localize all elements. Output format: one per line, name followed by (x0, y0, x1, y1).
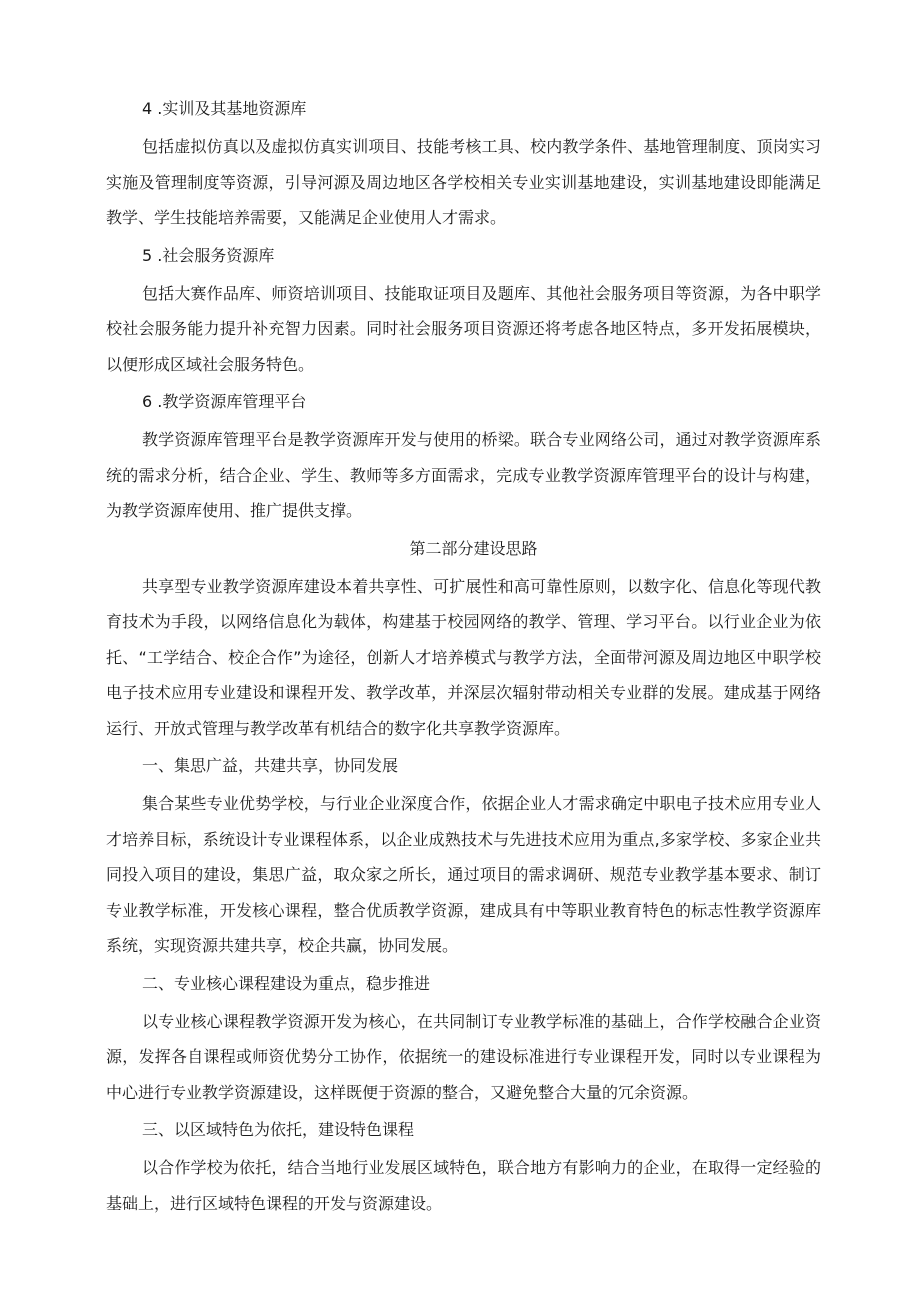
point-body-2: 以专业核心课程教学资源开发为核心，在共同制订专业教学标准的基础上，合作学校融合企业资源，发挥各自课程或师资优势分工协作，依据统一的建设标准进行专业课程开发，同时以专业课程为中心进行专业教学资源建设，这样既便于资源的整合，又避免整合大量的冗余资源。 (106, 1011, 821, 1102)
section-heading-6: 6 .教学资源库管理平台 (142, 392, 307, 411)
point-heading-1: 一、集思广益，共建共享，协同发展 (142, 756, 399, 775)
point-body-3: 以合作学校为依托，结合当地行业发展区域特色，联合地方有影响力的企业，在取得一定经验的基础上，进行区域特色课程的开发与资源建设。 (106, 1158, 821, 1213)
part-title: 第二部分建设思路 (409, 538, 538, 558)
point-body-1: 集合某些专业优势学校，与行业企业深度合作，依据企业人才需求确定中职电子技术应用专业人才培养目标，系统设计专业课程体系，以企业成熟技术与先进技术应用为重点,多家学校、多家企业共同投入项目的建设，集思广益，取众家之所长，通过项目的需求调研、规范专业教学基本要求、制订专业教学标准，开发核心课程，整合优质教学资源，建成具有中等职业教育特色的标志性教学资源库系统，实现资源共建共享，校企共赢，协同发展。 (106, 794, 821, 955)
point-heading-3: 三、以区域特色为依托，建设特色课程 (142, 1120, 415, 1139)
point-heading-2: 二、专业核心课程建设为重点，稳步推进 (142, 973, 431, 993)
section-body-5: 包括大赛作品库、师资培训项目、技能取证项目及题库、其他社会服务项目等资源，为各中职学校社会服务能力提升补充智力因素。同时社会服务项目资源还将考虑各地区特点，多开发拓展模块，以便形成区域社会服务特色。 (106, 283, 821, 374)
document-body (106, 92, 821, 1224)
section-body-6: 教学资源库管理平台是教学资源库开发与使用的桥梁。联合专业网络公司，通过对教学资源库系统的需求分析，结合企业、学生、教师等多方面需求，完成专业教学资源库管理平台的设计与构建，为教学资源库使用、推广提供支撑。 (106, 430, 821, 520)
section-heading-4: 4 .实训及其基地资源库 (142, 99, 307, 118)
section-body-4: 包括虚拟仿真以及虚拟仿真实训项目、技能考核工具、校内教学条件、基地管理制度、顶岗实习实施及管理制度等资源，引导河源及周边地区各学校相关专业实训基地建设，实训基地建设即能满足教学、学生技能培养需要，又能满足企业使用人才需求。 (106, 137, 821, 227)
section-heading-5: 5 .社会服务资源库 (142, 245, 275, 265)
part-intro: 共享型专业教学资源库建设本着共享性、可扩展性和高可靠性原则，以数字化、信息化等现代教育技术为手段，以网络信息化为载体，构建基于校园网络的教学、管理、学习平台。以行业企业为依托、“工学结合、校企合作”为途径，创新人才培养模式与教学方法，全面带河源及周边地区中职学校电子技术应用专业建设和课程开发、教学改革，并深层次辐射带动相关专业群的发展。建成基于网络运行、开放式管理与教学改革有机结合的数字化共享教学资源库。 (106, 576, 821, 738)
